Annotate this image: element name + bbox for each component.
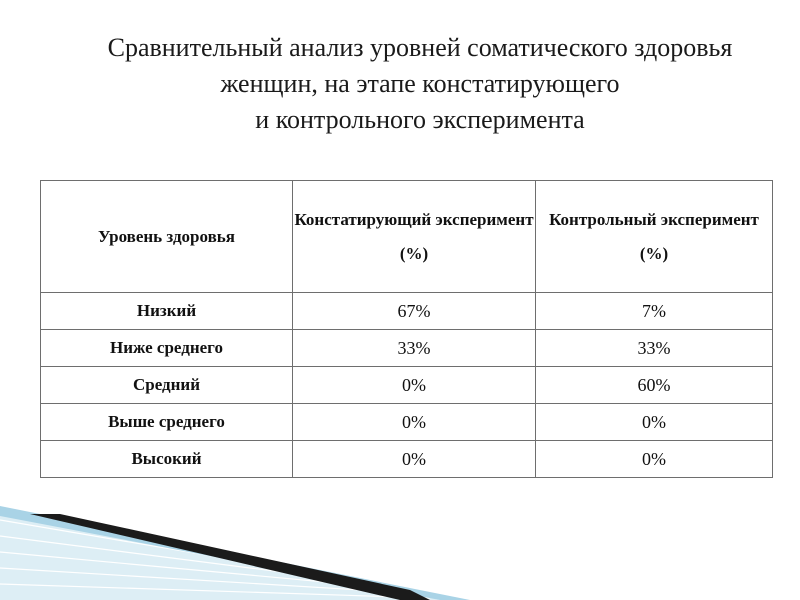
- row-ascertaining-value: 0%: [293, 367, 536, 404]
- table-row: [41, 441, 773, 478]
- slide-title: [20, 30, 800, 138]
- row-ascertaining-value: 0%: [293, 404, 536, 441]
- row-level-label: Высокий: [41, 441, 293, 478]
- header-health-level: Уровень здоровья: [41, 181, 293, 293]
- title-line-1: Сравнительный анализ уровней соматического здоровья: [107, 33, 733, 62]
- table-row: [41, 330, 773, 367]
- header-ascertaining-experiment: Констатирующий эксперимент (%): [293, 181, 536, 293]
- row-control-value: 7%: [536, 293, 773, 330]
- health-comparison-table: [40, 180, 773, 478]
- row-level-label: Выше среднего: [41, 404, 293, 441]
- row-ascertaining-value: 67%: [293, 293, 536, 330]
- row-control-value: 60%: [536, 367, 773, 404]
- row-ascertaining-value: 33%: [293, 330, 536, 367]
- table-row: [41, 404, 773, 441]
- row-ascertaining-value: 0%: [293, 441, 536, 478]
- row-level-label: Низкий: [41, 293, 293, 330]
- title-line-2: женщин, на этапе констатирующего: [220, 69, 620, 98]
- row-control-value: 33%: [536, 330, 773, 367]
- decorative-swoosh: [0, 490, 800, 600]
- table-row: [41, 293, 773, 330]
- row-control-value: 0%: [536, 441, 773, 478]
- table-row: [41, 367, 773, 404]
- table-header-row: [41, 181, 773, 293]
- header-control-experiment: Контрольный эксперимент (%): [536, 181, 773, 293]
- row-level-label: Ниже среднего: [41, 330, 293, 367]
- title-line-3: и контрольного эксперимента: [255, 105, 585, 134]
- row-level-label: Средний: [41, 367, 293, 404]
- row-control-value: 0%: [536, 404, 773, 441]
